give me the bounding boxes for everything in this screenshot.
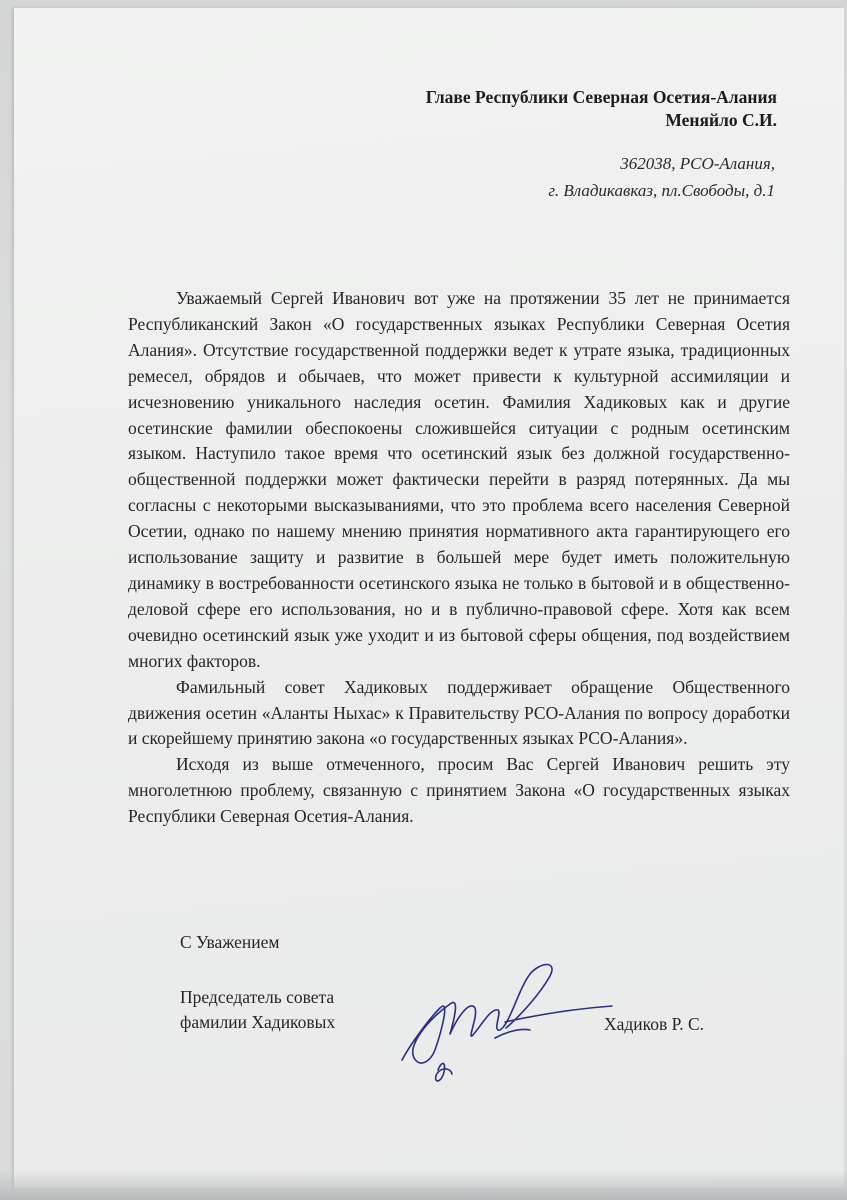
body-paragraph-1: Уважаемый Сергей Иванович вот уже на протяжении 35 лет не принимается Республиканский Закон «О государственных языках Республики Северная Осетия Алания». Отсутствие государственной поддержки ведет к утрате языка, традиционных ремесел, обрядов и обычаев, что может привести к культурной ассимиляции и исчезновению уникального наследия осетин. Фамилия Хадиковых как и другие осетинские фамилии обеспокоены сложившейся ситуации с родным осетинским языком. Наступило такое время что осетинский язык без должной государственно-общественной поддержки может фактически перейти в разряд потерянных. Да мы согласны с некоторыми высказываниями, что это проблема всего населения Северной Осетии, однако по нашему мнению принятия нормативного акта гарантирующего его использование защиту и развитие в большей мере будет иметь положительную динамику в востребованности осетинского языка не только в бытовой и в общественно-деловой сфере его использования, но и в публично-правовой сфере. Хотя как всем очевидно осетинский язык уже уходит и из бытовой сферы общения, под воздействием многих факторов. <box>128 288 790 671</box>
letter-body <box>128 286 790 830</box>
addressee-title: Главе Республики Северная Осетия-Алания <box>425 87 777 107</box>
body-paragraph-2: Фамильный совет Хадиковых поддерживает обращение Общественного движения осетин «Аланты Ныхас» к Правительству РСО-Алания по вопросу доработки и скорейшему принятию закона «о государственных языках РСО-Алания». <box>128 676 790 749</box>
address-line-2: г. Владикавказ, пл.Свободы, д.1 <box>548 181 775 200</box>
closing-salutation: С Уважением <box>180 932 280 952</box>
address-line-1: 362038, РСО-Алания, <box>620 154 775 173</box>
bottom-edge-shadow <box>0 1170 847 1200</box>
position-line-2: фамилии Хадиковых <box>180 1012 336 1032</box>
position-line-1: Председатель совета <box>180 987 335 1007</box>
body-paragraph-3: Исходя из выше отмеченного, просим Вас Сергей Иванович решить эту многолетнюю проблему, связанную с принятием Закона «О государственных языках Республики Северная Осетия-Алания. <box>128 754 790 827</box>
addressee-name: Меняйло С.И. <box>665 110 777 130</box>
signer-name: Хадиков Р. С. <box>604 1014 705 1034</box>
address-block <box>548 150 775 204</box>
signer-position <box>180 985 335 1035</box>
handwritten-signature-icon <box>380 950 620 1100</box>
addressee-block <box>426 86 777 132</box>
